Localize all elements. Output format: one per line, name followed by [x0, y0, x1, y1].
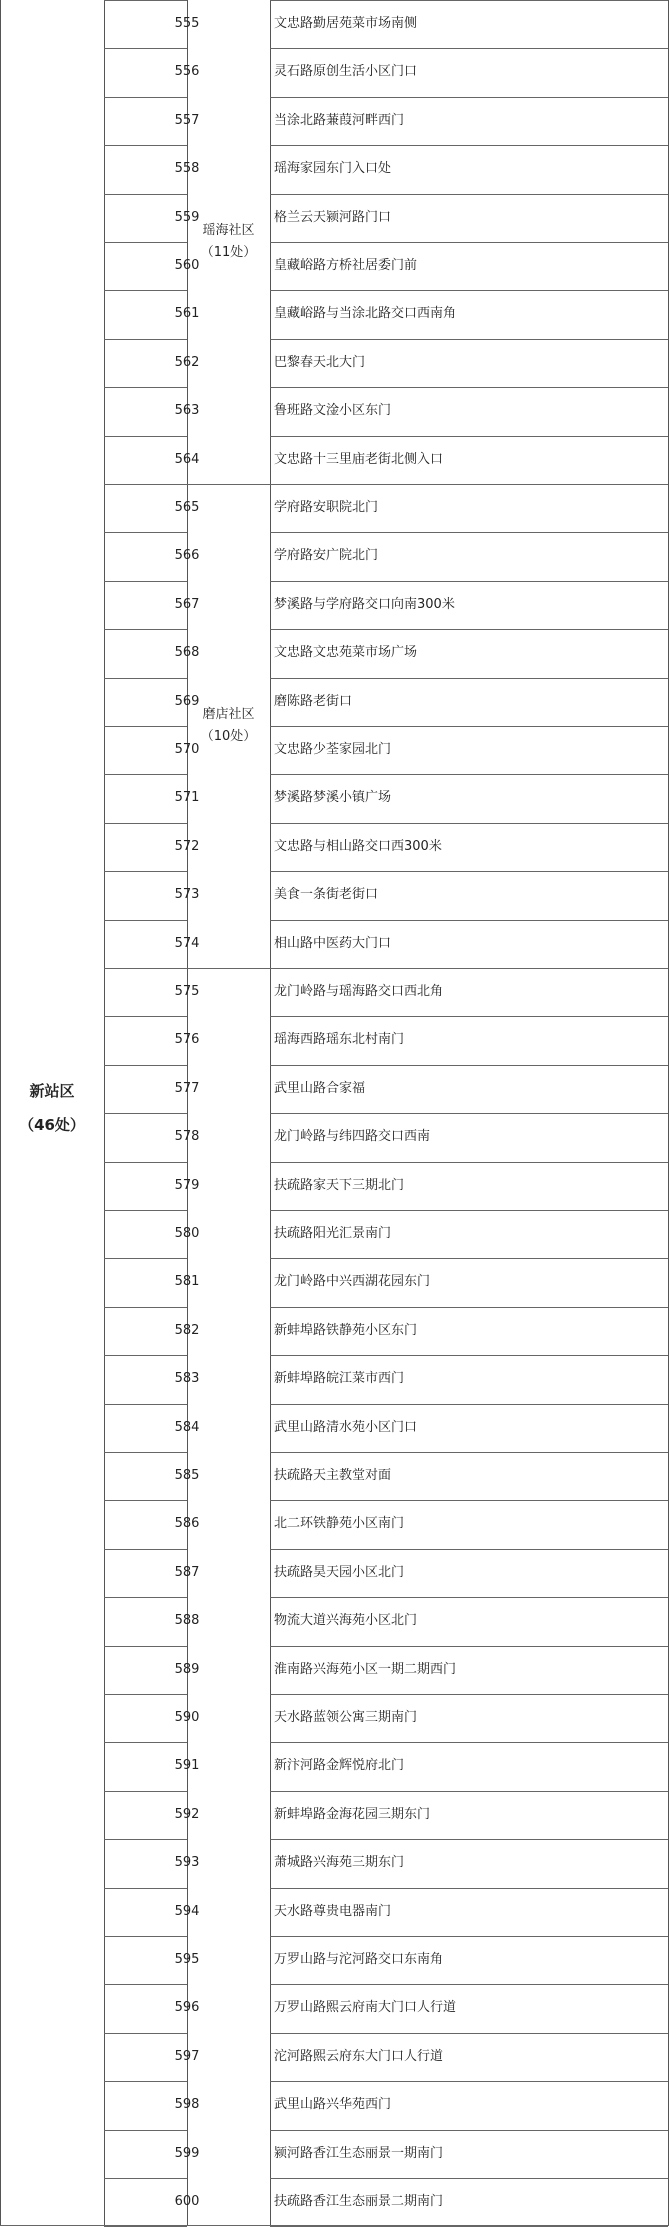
address-cell: 学府路安职院北门 [274, 500, 379, 515]
row-number: 596 [174, 2000, 200, 2016]
row-number: 582 [174, 1322, 200, 1338]
row-number: 589 [174, 1661, 200, 1677]
row-number: 583 [174, 1371, 200, 1387]
row-number: 593 [174, 1855, 200, 1871]
address-cell: 龙门岭路与纬四路交口西南 [274, 1129, 431, 1145]
row-number: 577 [174, 1080, 200, 1096]
row-number: 564 [174, 451, 200, 467]
row-number: 580 [174, 1226, 200, 1241]
district-label [0, 1074, 104, 1142]
address-cell: 磨陈路老街口 [274, 693, 353, 709]
row-number: 584 [174, 1419, 200, 1435]
address-cell: 北二环铁静苑小区南门 [274, 1516, 405, 1532]
district-name: 新站区 [29, 1082, 75, 1100]
row-number: 562 [174, 354, 200, 370]
address-cell: 龙门岭路与瑶海路交口西北角 [274, 984, 444, 999]
address-cell: 龙门岭路中兴西湖花园东门 [274, 1274, 431, 1290]
row-number: 588 [174, 1613, 200, 1629]
address-cell: 淮南路兴海苑小区一期二期西门 [274, 1661, 457, 1677]
community-count: （10处） [200, 729, 257, 744]
row-number: 594 [174, 1903, 200, 1919]
address-cell: 鲁班路文淦小区东门 [274, 403, 392, 419]
row-number: 561 [174, 306, 200, 322]
row-number: 569 [174, 693, 200, 709]
row-number: 591 [174, 1758, 200, 1774]
address-cell: 皇藏峪路与当涂北路交口西南角 [274, 306, 457, 322]
row-number: 592 [174, 1806, 200, 1822]
address-cell: 武里山路合家福 [274, 1080, 366, 1096]
address-cell: 学府路安广院北门 [274, 548, 379, 564]
address-cell: 扶疏路昊天园小区北门 [274, 1564, 405, 1580]
row-number: 598 [174, 2097, 200, 2113]
address-cell: 格兰云天颍河路门口 [274, 209, 392, 225]
address-cell: 梦溪路与学府路交口向南300米 [274, 596, 455, 612]
address-cell: 皇藏峪路方桥社居委门前 [274, 258, 418, 273]
row-number: 565 [174, 500, 200, 515]
row-number: 560 [174, 258, 200, 273]
row-number: 574 [174, 935, 200, 951]
district-count: （46处） [19, 1116, 85, 1134]
address-cell: 瑶海家园东门入口处 [274, 161, 392, 177]
row-number: 578 [174, 1129, 200, 1145]
row-number: 571 [174, 790, 200, 806]
row-number: 557 [174, 112, 200, 128]
address-cell: 万罗山路与沱河路交口东南角 [274, 1952, 444, 1967]
address-cell: 扶疏路家天下三期北门 [274, 1177, 405, 1193]
row-number: 570 [174, 742, 200, 757]
row-number: 556 [174, 64, 200, 80]
row-number: 590 [174, 1710, 200, 1725]
row-number: 599 [174, 2145, 200, 2161]
row-number: 563 [174, 403, 200, 419]
row-number: 579 [174, 1177, 200, 1193]
address-cell: 文忠路少荃家园北门 [274, 742, 392, 757]
address-cell: 萧城路兴海苑三期东门 [274, 1855, 405, 1871]
address-cell: 文忠路与相山路交口西300米 [274, 838, 442, 854]
address-cell: 瑶海西路瑶东北村南门 [274, 1032, 405, 1048]
row-number: 586 [174, 1516, 200, 1532]
row-number: 567 [174, 596, 200, 612]
address-cell: 物流大道兴海苑小区北门 [274, 1613, 418, 1629]
address-cell: 美食一条街老街口 [274, 887, 379, 903]
row-number: 572 [174, 838, 200, 854]
community-name: 磨店社区 [202, 707, 255, 722]
address-cell: 沱河路熙云府东大门口人行道 [274, 2048, 444, 2064]
address-cell: 武里山路清水苑小区门口 [274, 1419, 418, 1435]
row-number: 595 [174, 1952, 200, 1967]
row-number: 559 [174, 209, 200, 225]
row-number: 558 [174, 161, 200, 177]
row-number: 575 [174, 984, 200, 999]
row-number: 597 [174, 2048, 200, 2064]
row-number: 600 [174, 2194, 200, 2209]
row-number: 581 [174, 1274, 200, 1290]
address-cell: 相山路中医药大门口 [274, 935, 392, 951]
row-number: 568 [174, 645, 200, 661]
address-cell: 颍河路香江生态丽景一期南门 [274, 2145, 444, 2161]
address-cell: 武里山路兴华苑西门 [274, 2097, 392, 2113]
row-number: 566 [174, 548, 200, 564]
community-label-modian [187, 704, 270, 748]
row-number: 585 [174, 1468, 200, 1483]
row-number: 573 [174, 887, 200, 903]
address-cell: 新蚌埠路皖江菜市西门 [274, 1371, 405, 1387]
community-count: （11处） [200, 245, 257, 260]
address-cell: 文忠路勤居苑菜市场南侧 [274, 16, 418, 31]
address-cell: 天水路尊贵电器南门 [274, 1903, 392, 1919]
address-cell: 文忠路文忠苑菜市场广场 [274, 645, 418, 661]
address-cell: 灵石路原创生活小区门口 [274, 64, 418, 80]
address-cell: 当涂北路蒹葭河畔西门 [274, 112, 405, 128]
address-cell: 新蚌埠路金海花园三期东门 [274, 1806, 431, 1822]
address-cell: 天水路蓝领公寓三期南门 [274, 1710, 418, 1725]
row-number: 587 [174, 1564, 200, 1580]
address-cell: 梦溪路梦溪小镇广场 [274, 790, 392, 806]
address-cell: 新蚌埠路铁静苑小区东门 [274, 1322, 418, 1338]
address-cell: 万罗山路熙云府南大门口人行道 [274, 2000, 457, 2016]
community-label-yaohai [187, 220, 270, 264]
address-cell: 扶疏路阳光汇景南门 [274, 1226, 392, 1241]
address-cell: 扶疏路香江生态丽景二期南门 [274, 2194, 444, 2209]
address-cell: 巴黎春天北大门 [274, 354, 366, 370]
address-cell: 文忠路十三里庙老街北侧入口 [274, 451, 444, 467]
row-number: 576 [174, 1032, 200, 1048]
address-cell: 扶疏路天主教堂对面 [274, 1468, 392, 1483]
community-name: 瑶海社区 [202, 223, 255, 238]
address-cell: 新汴河路金辉悦府北门 [274, 1758, 405, 1774]
row-number: 555 [174, 16, 200, 31]
